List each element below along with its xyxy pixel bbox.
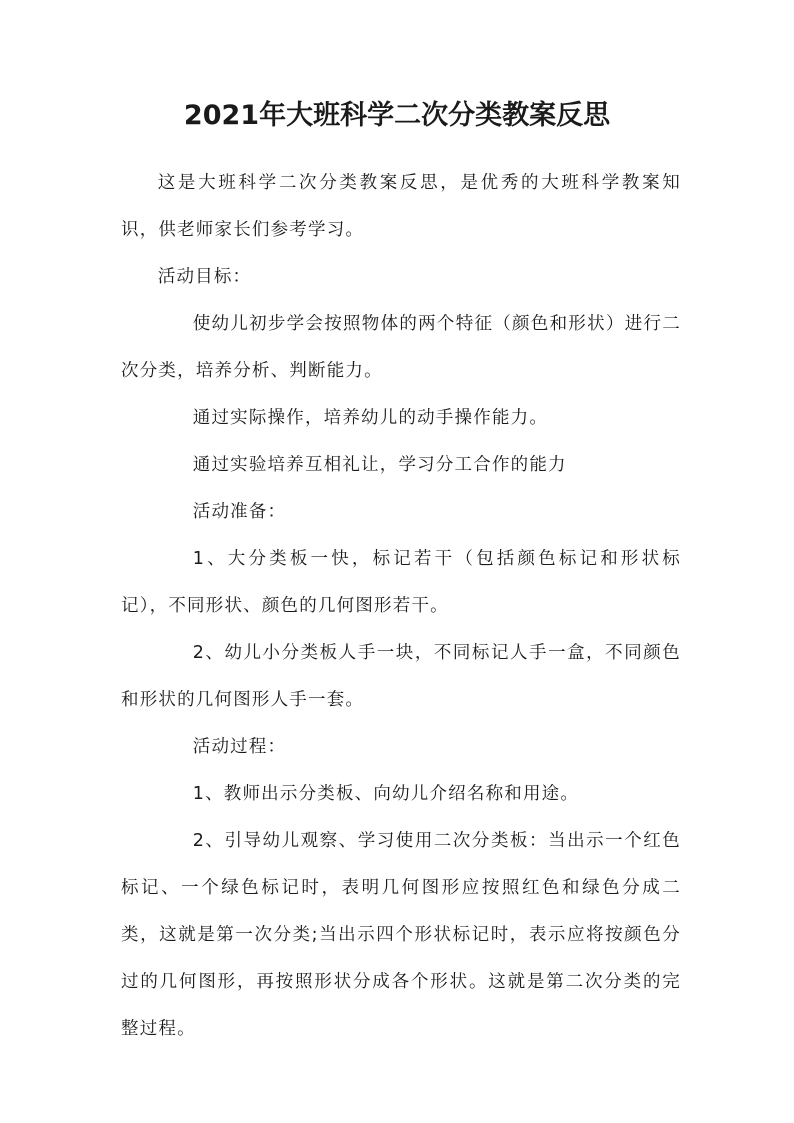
goal-item: 通过实验培养互相礼让，学习分工合作的能力: [192, 455, 567, 475]
document-title: 2021年大班科学二次分类教案反思: [183, 100, 611, 131]
preparation-item: 2、幼儿小分类板人手一块，不同标记人手一盒，不同颜色和形状的几何图形人手一套。: [121, 643, 681, 710]
document-body: [121, 160, 681, 1053]
preparation-item: 1、大分类板一快，标记若干（包括颜色标记和形状标记），不同形状、颜色的几何图形若干。: [121, 549, 681, 616]
goal-item: 通过实际操作，培养幼儿的动手操作能力。: [192, 408, 549, 428]
goal-item: 使幼儿初步学会按照物体的两个特征（颜色和形状）进行二次分类，培养分析、判断能力。: [121, 314, 681, 381]
section-heading-process: 活动过程：: [192, 737, 287, 757]
process-item: 1、教师出示分类板、向幼儿介绍名称和用途。: [192, 784, 580, 804]
section-heading-preparation: 活动准备：: [192, 502, 287, 522]
intro-paragraph: 这是大班科学二次分类教案反思，是优秀的大班科学教案知识，供老师家长们参考学习。: [121, 173, 681, 240]
section-heading-goals: 活动目标：: [157, 267, 252, 287]
process-item: 2、引导幼儿观察、学习使用二次分类板：当出示一个红色标记、一个绿色标记时，表明几何图形应按照红色和绿色分成二类，这就是第一次分类;当出示四个形状标记时，表示应将按颜色分过的几何图形，再按照形状分成各个形状。这就是第二次分类的完整过程。: [121, 831, 681, 1039]
